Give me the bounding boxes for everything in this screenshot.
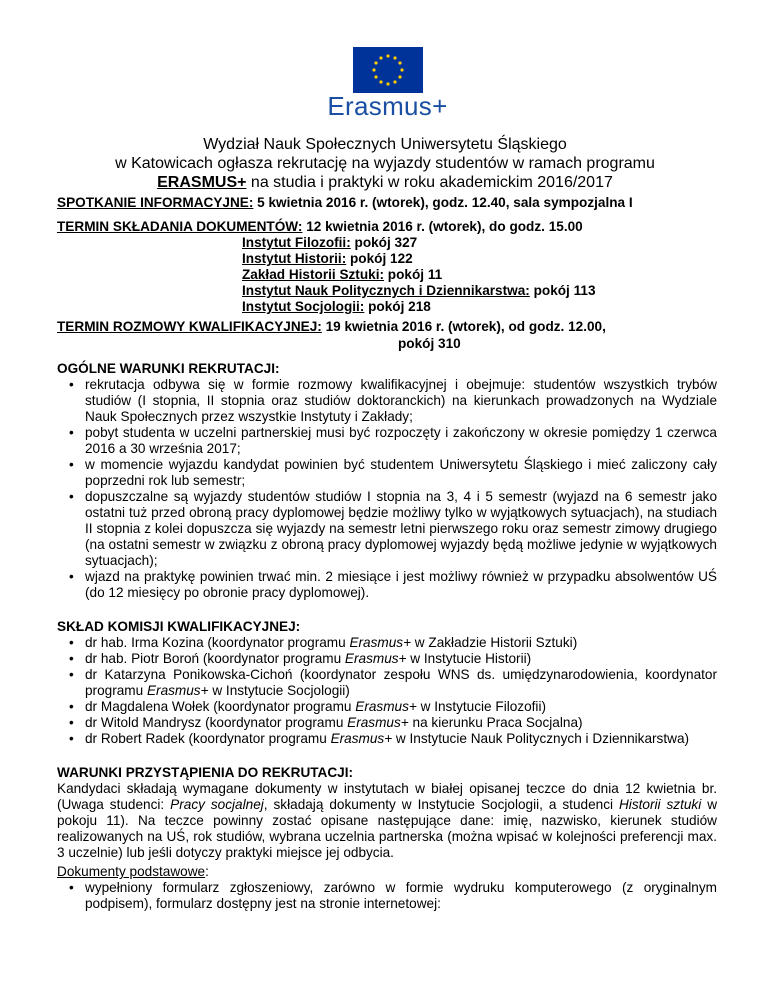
erasmus-logo — [315, 47, 460, 122]
list-item: • dr Robert Radek (koordynator programu Erasmus+ w Instytucie Nauk Politycznych i Dziennikarstwa) — [57, 731, 717, 747]
list-item: • dr Magdalena Wołek (koordynator programu Erasmus+ w Instytucie Filozofii) — [57, 699, 717, 715]
list-item: • dr hab. Piotr Boroń (koordynator programu Erasmus+ w Instytucie Historii) — [57, 651, 717, 667]
location-item: Zakład Historii Sztuki: pokój 11 — [242, 267, 443, 282]
list-item: • wypełniony formularz zgłoszeniowy, zarówno w formie wydruku komputerowego (z oryginalnym podpisem), formularz dostępny jest na stronie internetowej: — [57, 880, 717, 912]
documents-deadline-value: 12 kwietnia 2016 r. (wtorek), do godz. 15.00 — [302, 219, 583, 234]
list-item: • dopuszczalne są wyjazdy studentów studiów I stopnia na 3, 4 i 5 semestr (wyjazd na 6 semestr jako ostatni tuż przed obroną pracy dyplomowej będzie możliwy tylko w wyjątkowych sytuacjach), na studiach II stopnia z kolei dopuszcza się wyjazdy na semestr letni pierwszego roku oraz semestr zimowy drugiego (na ostatni semestr w związku z obroną pracy dyplomowej wyjazdy będą możliwe jedynie w wyjątkowych sytuacjach); — [57, 489, 717, 569]
program-name: ERASMUS+ — [157, 174, 247, 191]
documents-deadline-label: TERMIN SKŁADANIA DOKUMENTÓW: — [57, 219, 303, 234]
interview-room: pokój 310 — [398, 336, 461, 351]
committee-list — [57, 635, 717, 747]
general-list — [57, 377, 717, 601]
application-conditions — [57, 765, 717, 912]
committee-heading: SKŁAD KOMISJI KWALIFIKACYJNEJ: — [57, 619, 301, 634]
documents-deadline — [57, 219, 717, 235]
interview-date — [57, 319, 717, 335]
location-item: Instytut Nauk Politycznych i Dziennikarstwa: pokój 113 — [242, 283, 596, 298]
header-line-2: w Katowicach ogłasza rekrutację na wyjazdy studentów w ramach programu — [115, 155, 655, 172]
eu-flag-icon — [353, 47, 423, 93]
interview-value: 19 kwietnia 2016 r. (wtorek), od godz. 12.00, — [321, 319, 606, 334]
list-item: • dr Katarzyna Ponikowska-Cichoń (koordynator zespołu WNS ds. umiędzynarodowienia, koordynator programu Erasmus+ w Instytucie Socjologii) — [57, 667, 717, 699]
info-meeting — [57, 195, 717, 211]
general-heading: OGÓLNE WARUNKI REKRUTACJI: — [57, 361, 280, 376]
list-item: • rekrutacja odbywa się w formie rozmowy kwalifikacyjnej i obejmuje: studentów wszystkich trybów studiów (I stopnia, II stopnia oraz studiów doktoranckich) na kierunkach prowadzonych na Wydziale Nauk Społecznych przez wszystkie Instytuty i Zakłady; — [57, 377, 717, 425]
list-item: • wjazd na praktykę powinien trwać min. 2 miesiące i jest możliwy również w przypadku absolwentów UŚ (do 12 miesięcy po obronie pracy dyplomowej). — [57, 569, 717, 601]
list-item: • pobyt studenta w uczelni partnerskiej musi być rozpoczęty i zakończony w okresie pomiędzy 1 czerwca 2016 a 30 września 2017; — [57, 425, 717, 457]
interview-label: TERMIN ROZMOWY KWALIFIKACYJNEJ: — [57, 319, 322, 334]
list-item: • dr hab. Irma Kozina (koordynator programu Erasmus+ w Zakładzie Historii Sztuki) — [57, 635, 717, 651]
conditions-paragraph: Kandydaci składają wymagane dokumenty w instytutach w białej opisanej teczce do dnia 12 kwietnia br. (Uwaga studenci: Pracy socjalnej, składają dokumenty w Instytucie Socjologii, a studenci Historii sztuki w pokoju 11). Na teczce powinny zostać opisane następujące dane: imię, nazwisko, kierunek studiów realizowanych na UŚ, rok studiów, wybrana uczelnia partnerska (można wpisać w kolejności preferencji max. 3 uczelnie) lub jeśli dotyczy praktyki miejsce jej odbycia. — [57, 781, 718, 860]
conditions-heading: WARUNKI PRZYSTĄPIENIA DO REKRUTACJI: — [57, 765, 354, 780]
basic-documents-list — [57, 880, 717, 912]
location-item: Instytut Socjologii: pokój 218 — [242, 299, 431, 314]
location-list — [242, 235, 596, 315]
header-line-3: ERASMUS+ na studia i praktyki w roku akademickim 2016/2017 — [157, 174, 613, 191]
committee — [57, 619, 717, 747]
header-line-1: Wydział Nauk Społecznych Uniwersytetu Śląskiego — [203, 136, 567, 153]
list-item: • w momencie wyjazdu kandydat powinien być studentem Uniwersytetu Śląskiego i mieć zaliczony cały poprzedni rok lub semestr; — [57, 457, 717, 489]
erasmus-logo-text: Erasmus+ — [327, 91, 448, 121]
info-meeting-value: 5 kwietnia 2016 r. (wtorek), godz. 12.40, sala sympozjalna I — [253, 195, 633, 210]
general-conditions — [57, 361, 717, 601]
info-meeting-label: SPOTKANIE INFORMACYJNE: — [57, 195, 254, 210]
list-item: • dr Witold Mandrysz (koordynator programu Erasmus+ na kierunku Praca Socjalna) — [57, 715, 717, 731]
location-item: Instytut Filozofii: pokój 327 — [242, 235, 418, 250]
location-item: Instytut Historii: pokój 122 — [242, 251, 413, 266]
basic-documents-label: Dokumenty podstawowe: — [57, 864, 209, 879]
announcement-header — [57, 135, 713, 192]
